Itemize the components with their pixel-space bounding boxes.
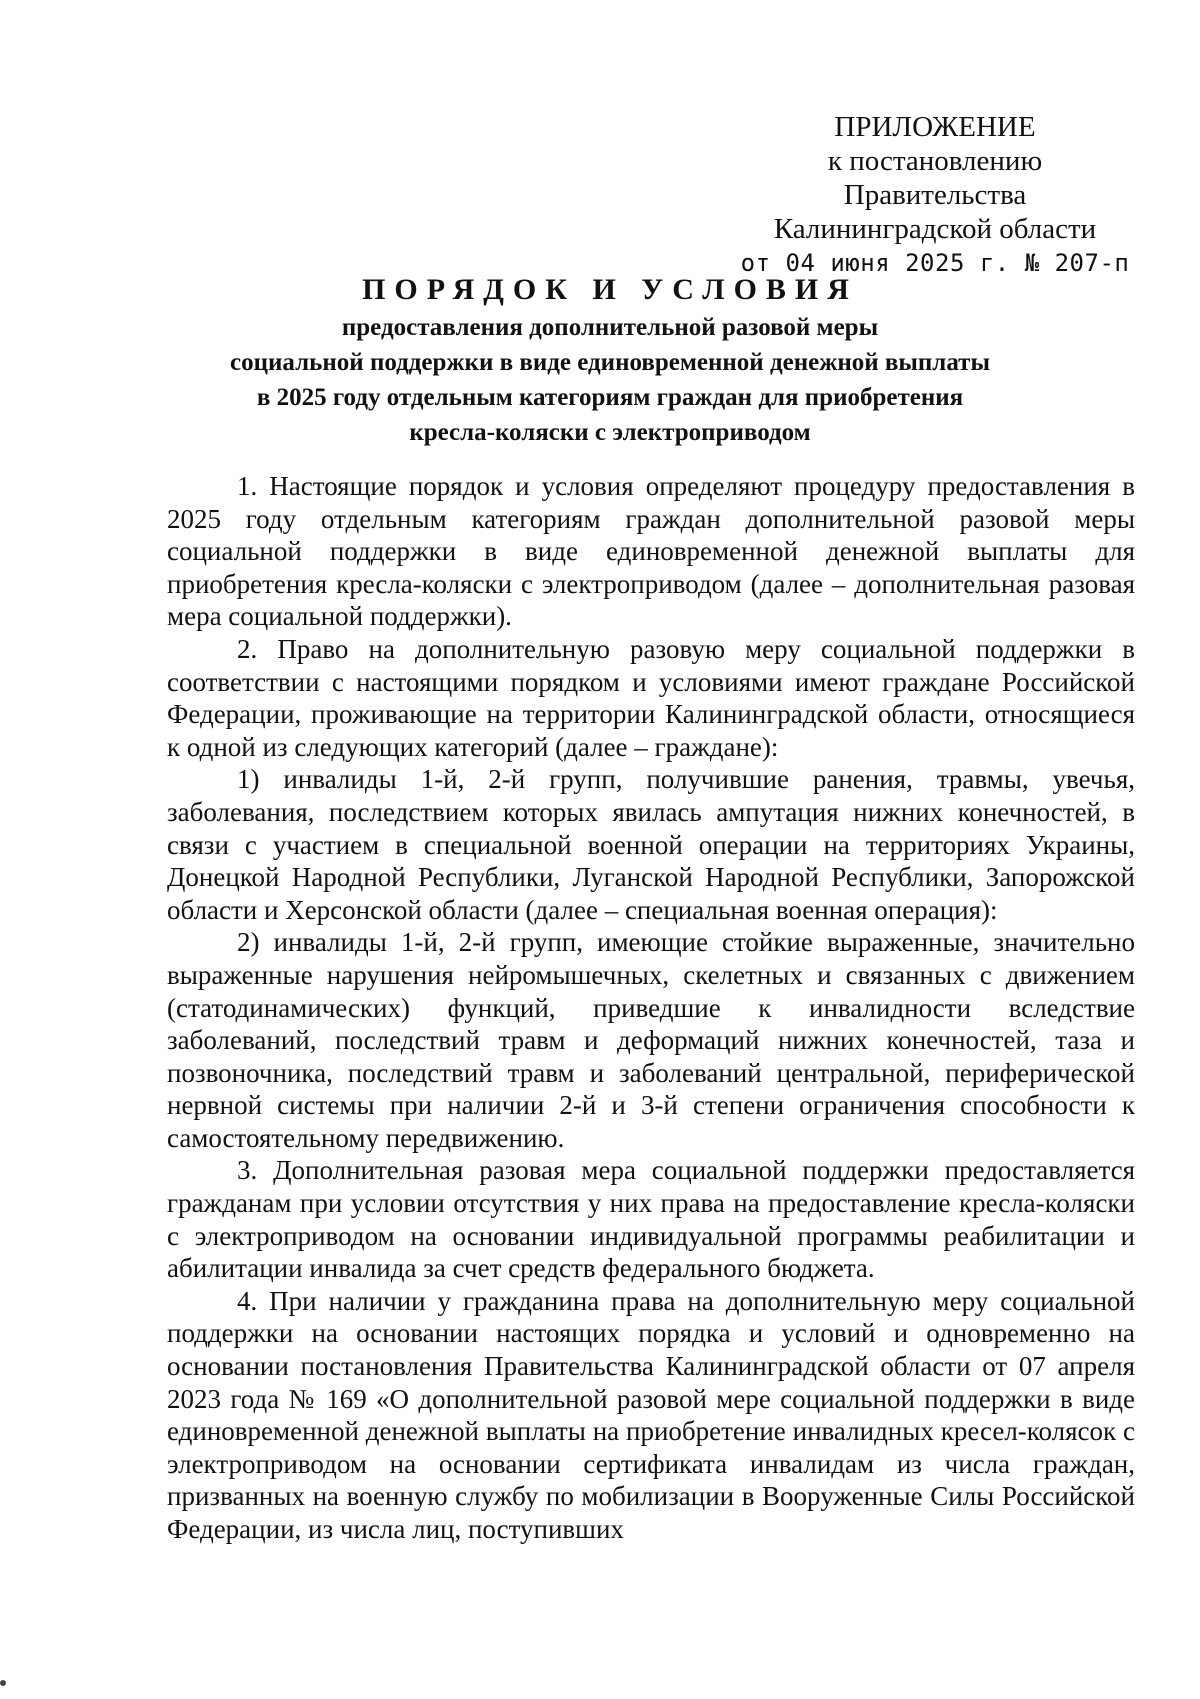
appendix-title: ПРИЛОЖЕНИЕ (834, 111, 1036, 143)
heading-line-1: предоставления дополнительной разовой меры (341, 314, 879, 341)
paragraph-3: 3. Дополнительная разовая мера социальной поддержки предоставляется гражданам при условии отсутствия у них права на предоставление кресла-коляски с электроприводом на основании индивидуальной программы реабилитации и абилитации инвалида за счет средств федерального бюджета. (167, 1155, 1135, 1284)
heading-line-4: кресла-коляски с электроприводом (409, 419, 811, 446)
appendix-line-1: к постановлению Правительства (827, 145, 1043, 211)
document-heading (165, 272, 1055, 450)
paragraph-2: 2. Право на дополнительную разовую меру социальной поддержки в соответствии с настоящими порядком и условиями имеют граждане Российской Федерации, проживающие на территории Калининградской области, относящиеся к одной из следующих категорий (далее – граждане): (167, 633, 1135, 762)
heading-line-2: социальной поддержки в виде единовременной денежной выплаты (230, 349, 990, 376)
scan-margin-mark (0, 1680, 6, 1686)
appendix-date-line: от 04 июня 2025 г. № 207-п (740, 249, 1130, 277)
appendix-block (735, 110, 1135, 280)
paragraph-2-item-2: 2) инвалиды 1-й, 2-й групп, имеющие стойкие выраженные, значительно выраженные нарушения нейромышечных, скелетных и связанных с движением (статодинамических) функций, приведшие к инвалидности вследствие заболеваний, последствий травм и деформаций нижних конечностей, таза и позвоночника, последствий травм и заболеваний центральной, периферической нервной системы при наличии 2-й и 3-й степени ограничения способности к самостоятельному передвижению. (167, 927, 1135, 1153)
heading-title: ПОРЯДОК И УСЛОВИЯ (362, 273, 858, 306)
paragraph-1: 1. Настоящие порядок и условия определяют процедуру предоставления в 2025 году отдельным категориям граждан дополнительной разовой меры социальной поддержки в виде единовременной денежной выплаты для приобретения кресла-коляски с электроприводом (далее – дополнительная разовая мера социальной поддержки). (167, 471, 1135, 632)
paragraph-2-item-1: 1) инвалиды 1-й, 2-й групп, получившие ранения, травмы, увечья, заболевания, последствием которых явилась ампутация нижних конечностей, в связи с участием в специальной военной операции на территориях Украины, Донецкой Народной Республики, Луганской Народной Республики, Запорожской области и Херсонской области (далее – специальная военная операция): (167, 764, 1135, 925)
heading-line-3: в 2025 году отдельным категориям граждан для приобретения (256, 384, 964, 411)
appendix-line-2: Калининградской области (773, 213, 1097, 245)
document-body (167, 470, 1135, 1546)
paragraph-4: 4. При наличии у гражданина права на дополнительную меру социальной поддержки на основании настоящих порядка и условий и одновременно на основании постановления Правительства Калининградской области от 07 апреля 2023 года № 169 «О дополнительной разовой мере социальной поддержки в виде единовременной денежной выплаты на приобретение инвалидных кресел-колясок с электроприводом на основании сертификата инвалидам из числа граждан, призванных на военную службу по мобилизации в Вооруженные Силы Российской Федерации, из числа лиц, поступивших (167, 1285, 1135, 1544)
